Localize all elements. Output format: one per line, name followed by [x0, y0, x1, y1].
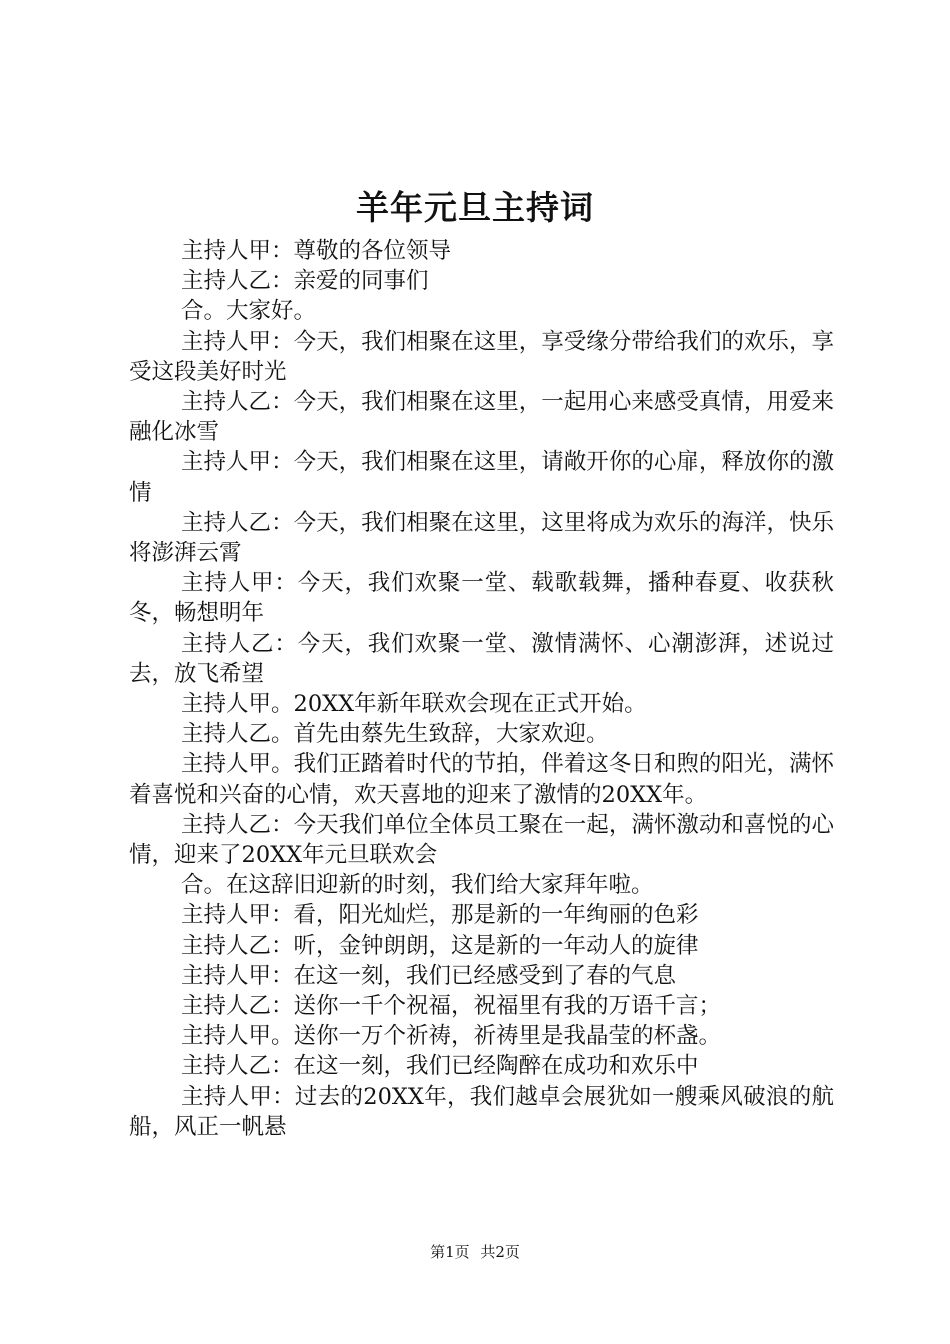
- paragraph: 主持人甲。20XX年新年联欢会现在正式开始。: [181, 691, 647, 718]
- page-total: 共2页: [480, 1243, 520, 1261]
- paragraph: 主持人乙。首先由蔡先生致辞，大家欢迎。: [181, 721, 609, 748]
- paragraph: 主持人乙：今天，我们欢聚一堂、激情满怀、心潮澎湃，述说过去，放飞希望: [129, 630, 834, 687]
- paragraph: 主持人甲：今天，我们相聚在这里，请敞开你的心扉，释放你的激情: [129, 449, 834, 506]
- paragraph: 主持人甲：看，阳光灿烂，那是新的一年绚丽的色彩: [181, 902, 699, 929]
- paragraph: 合。在这辞旧迎新的时刻，我们给大家拜年啦。: [181, 872, 654, 899]
- paragraph: 主持人乙：今天我们单位全体员工聚在一起，满怀激动和喜悦的心情，迎来了20XX年元旦联欢会: [129, 811, 834, 869]
- page-footer: [0, 1240, 950, 1264]
- paragraph: 主持人甲：过去的20XX年，我们越卓会展犹如一艘乘风破浪的航船，风正一帆悬: [129, 1083, 834, 1140]
- paragraph: 主持人乙：今天，我们相聚在这里，这里将成为欢乐的海洋，快乐将澎湃云霄: [129, 509, 834, 567]
- paragraph: 主持人甲：尊敬的各位领导: [181, 238, 452, 264]
- paragraph: 主持人乙：听，金钟朗朗，这是新的一年动人的旋律: [181, 932, 699, 959]
- paragraph: 主持人甲：今天，我们相聚在这里，享受缘分带给我们的欢乐，享受这段美好时光: [129, 328, 834, 385]
- paragraph: 主持人乙：在这一刻，我们已经陶醉在成功和欢乐中: [181, 1053, 699, 1080]
- page-number: 第1页: [430, 1243, 470, 1261]
- document-title: 羊年元旦主持词: [356, 188, 594, 227]
- paragraph: 主持人乙：送你一千个祝福，祝福里有我的万语千言；: [181, 993, 722, 1020]
- paragraph: 主持人乙：亲爱的同事们: [181, 268, 429, 295]
- paragraph: 主持人甲。我们正踏着时代的节拍，伴着这冬日和煦的阳光，满怀着喜悦和兴奋的心情，欢天喜地的迎来了激情的20XX年。: [129, 751, 834, 808]
- paragraph: 主持人甲。送你一万个祈祷，祈祷里是我晶莹的杯盏。: [181, 1023, 722, 1050]
- paragraph: 合。大家好。: [181, 298, 317, 325]
- paragraph: 主持人乙：今天，我们相聚在这里，一起用心来感受真情，用爱来融化冰雪: [129, 389, 834, 446]
- paragraph: 主持人甲：在这一刻，我们已经感受到了春的气息: [181, 962, 677, 989]
- document-body: [129, 236, 834, 1142]
- paragraph: 主持人甲：今天，我们欢聚一堂、载歌载舞，播种春夏、收获秋冬，畅想明年: [129, 570, 834, 627]
